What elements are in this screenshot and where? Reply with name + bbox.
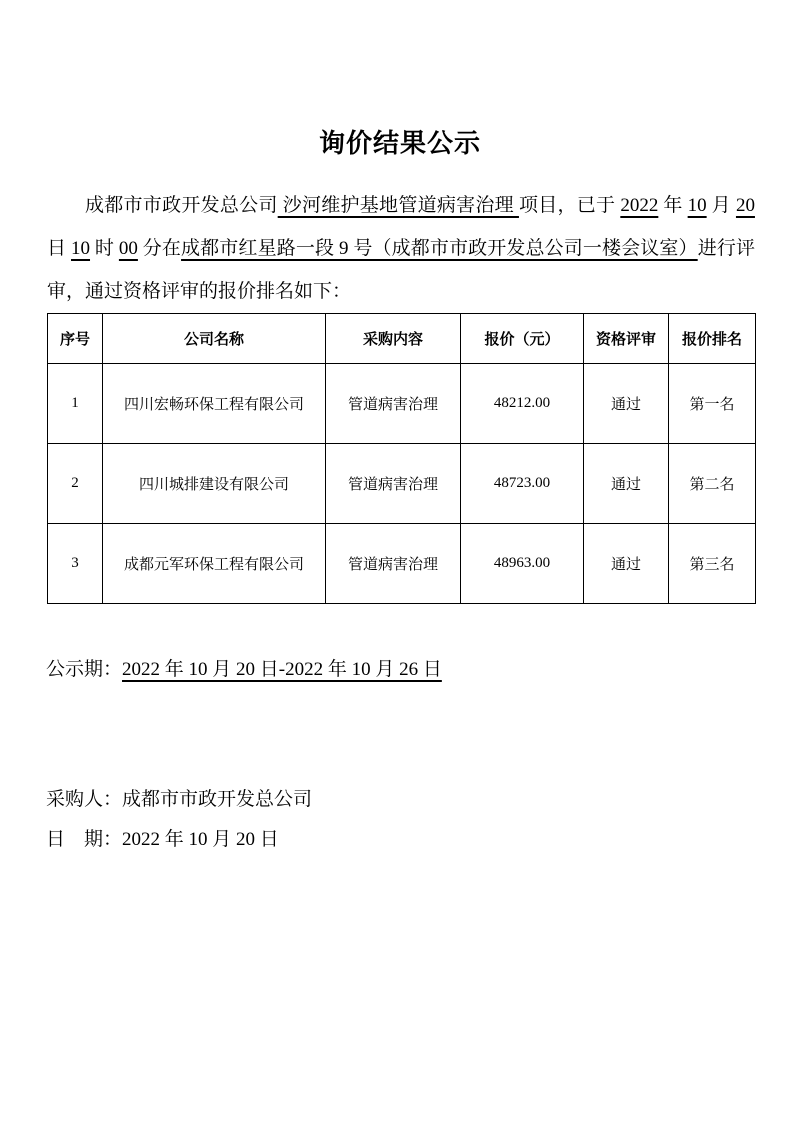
cell-qualification: 通过 [584,364,669,444]
date-value: 2022 年 10 月 20 日 [122,829,279,850]
project-name-underlined: 沙河维护基地管道病害治理 [277,195,519,216]
publicity-period-label: 公示期： [46,659,123,680]
cell-company: 四川宏畅环保工程有限公司 [103,364,326,444]
date-line [46,826,800,854]
cell-price: 48723.00 [461,444,584,524]
publicity-period-value: 2022 年 10 月 20 日-2022 年 10 月 26 日 [122,659,442,680]
document-title: 询价结果公示 [318,129,481,158]
col-header-content: 采购内容 [326,314,461,364]
date-label: 日 期： [46,829,123,850]
intro-paragraph [47,184,755,313]
cell-content: 管道病害治理 [326,524,461,604]
cell-content: 管道病害治理 [326,364,461,444]
cell-qualification: 通过 [584,444,669,524]
day-underlined: 20 [735,195,755,216]
table-header-row [48,314,756,364]
intro-text: 项目，已于 [518,195,621,216]
cell-serial: 3 [48,524,103,604]
cell-company: 四川城排建设有限公司 [103,444,326,524]
intro-text: 分在 [137,238,182,259]
year-underlined: 2022 [620,195,659,216]
cell-rank: 第三名 [669,524,756,604]
hour-underlined: 10 [71,238,91,259]
cell-content: 管道病害治理 [326,444,461,524]
intro-text: 进行评审，通过资格评审的报价排名如下： [47,238,755,302]
purchaser-value: 成都市市政开发总公司 [122,789,313,810]
month-underlined: 10 [687,195,707,216]
intro-text: 成都市市政开发总公司 [85,195,278,216]
cell-rank: 第二名 [669,444,756,524]
minute-underlined: 00 [118,238,138,259]
col-header-rank: 报价排名 [669,314,756,364]
results-table [47,313,756,604]
col-header-price: 报价（元） [461,314,584,364]
publicity-period-line [46,656,800,684]
col-header-qualification: 资格评审 [584,314,669,364]
address-underlined: 成都市红星路一段 9 号（成都市市政开发总公司一楼会议室） [181,238,698,259]
cell-rank: 第一名 [669,364,756,444]
intro-text: 日 [47,238,72,259]
cell-serial: 1 [48,364,103,444]
col-header-serial: 序号 [48,314,103,364]
purchaser-line [46,786,800,814]
intro-text: 时 [90,238,119,259]
cell-qualification: 通过 [584,524,669,604]
intro-text: 年 [658,195,688,216]
col-header-company: 公司名称 [103,314,326,364]
table-row [48,524,756,604]
cell-serial: 2 [48,444,103,524]
table-row [48,444,756,524]
purchaser-label: 采购人： [46,789,123,810]
cell-price: 48212.00 [461,364,584,444]
table-row [48,364,756,444]
cell-company: 成都元军环保工程有限公司 [103,524,326,604]
intro-text: 月 [706,195,736,216]
cell-price: 48963.00 [461,524,584,604]
